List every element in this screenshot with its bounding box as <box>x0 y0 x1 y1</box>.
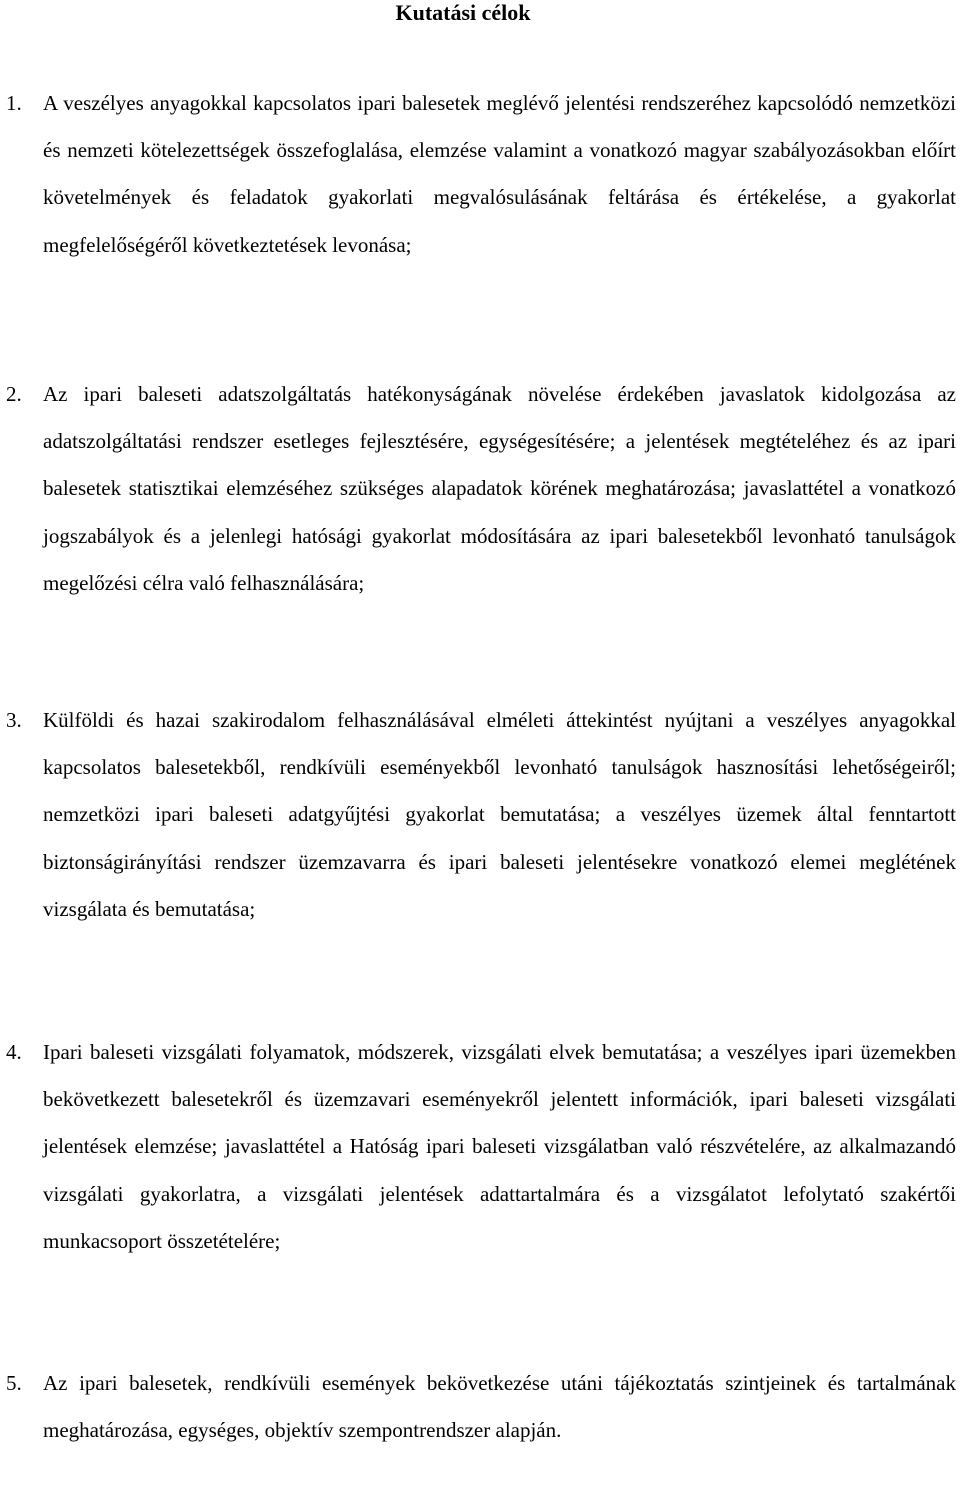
list-item-text: Az ipari baleseti adatszolgáltatás hatékonyságának növelése érdekében javaslatok kidolgozása az adatszolgáltatási rendszer esetleges fejlesztésére, egységesítésére; a jelentések megtételéhez és az ipari balesetek statisztikai elemzéséhez szükséges alapadatok körének meghatározása; javaslattétel a vonatkozó jogszabályok és a jelenlegi hatósági gyakorlat módosítására az ipari balesetekből levonható tanulságok megelőzési célra való felhasználására; <box>43 382 956 595</box>
list-item-number: 3. <box>6 708 22 732</box>
list-item-text: A veszélyes anyagokkal kapcsolatos ipari balesetek meglévő jelentési rendszeréhez kapcsolódó nemzetközi és nemzeti kötelezettségek összefoglalása, elemzése valamint a vonatkozó magyar szabályozásokban előírt követelmények és feladatok gyakorlati megvalósulásának feltárása és értékelése, a gyakorlat megfelelőségéről következtetések levonása; <box>43 91 956 257</box>
list-item-text: Külföldi és hazai szakirodalom felhasználásával elméleti áttekintést nyújtani a veszélyes anyagokkal kapcsolatos balesetekből, rendkívüli eseményekből levonható tanulságok hasznosítási lehetőségeiről; nemzetközi ipari baleseti adatgyűjtési gyakorlat bemutatása; a veszélyes üzemek által fenntartott biztonságirányítási rendszer üzemzavarra és ipari baleseti jelentésekre vonatkozó elemei meglétének vizsgálata és bemutatása; <box>43 708 956 921</box>
list-item-number: 4. <box>6 1040 22 1064</box>
page-title: Kutatási célok <box>395 0 531 25</box>
list-item-text: Ipari baleseti vizsgálati folyamatok, módszerek, vizsgálati elvek bemutatása; a veszélyes ipari üzemekben bekövetkezett balesetekről és üzemzavari eseményekről jelentett információk, ipari baleseti vizsgálati jelentések elemzése; javaslattétel a Hatóság ipari baleseti vizsgálatban való részvételére, az alkalmazandó vizsgálati gyakorlatra, a vizsgálati jelentések adattartalmára és a vizsgálatot lefolytató szakértői munkacsoport összetételére; <box>43 1040 956 1253</box>
list-item-text: Az ipari balesetek, rendkívüli események bekövetkezése utáni tájékoztatás szintjeinek és tartalmának meghatározása, egységes, objektív szempontrendszer alapján. <box>43 1371 956 1443</box>
list-item-number: 2. <box>6 382 22 406</box>
list-item-number: 5. <box>6 1371 22 1395</box>
list-item-number: 1. <box>6 91 22 115</box>
